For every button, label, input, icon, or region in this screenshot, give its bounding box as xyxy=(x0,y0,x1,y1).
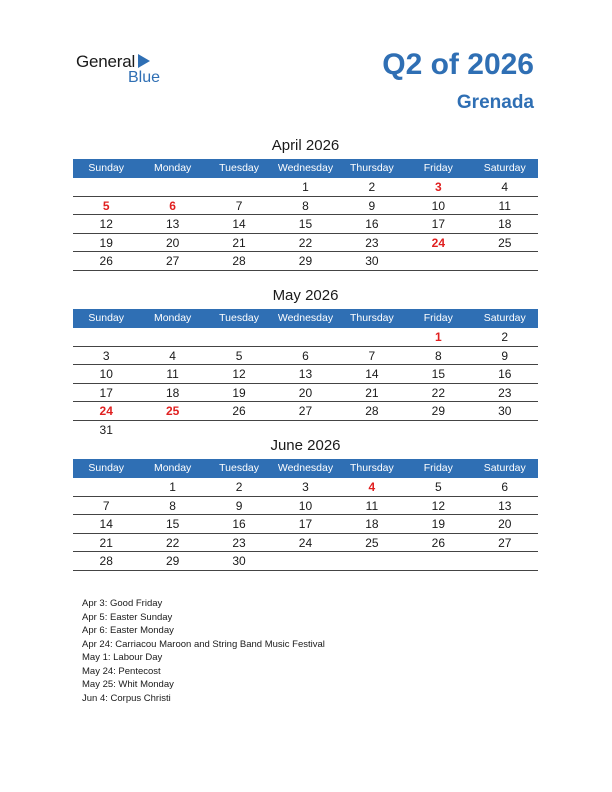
day-cell: 28 xyxy=(365,404,379,418)
day-cell: 15 xyxy=(298,217,313,231)
empty-day-cell xyxy=(206,328,272,346)
day-cell: 31 xyxy=(99,422,113,437)
empty-day-cell xyxy=(272,328,338,346)
day-cell: 7 xyxy=(102,498,110,513)
logo xyxy=(76,52,161,86)
day-cell: 30 xyxy=(498,404,512,418)
day-cell: 6 xyxy=(169,198,176,213)
day-cell: 25 xyxy=(165,404,180,418)
empty-day-cell xyxy=(206,178,272,196)
day-cell: 9 xyxy=(368,198,376,213)
month-title: May 2026 xyxy=(272,287,339,304)
day-cell: 18 xyxy=(498,217,512,231)
empty-day-cell xyxy=(339,552,405,570)
holiday-item: May 25: Whit Monday xyxy=(82,679,174,690)
day-cell: 1 xyxy=(434,330,442,344)
holiday-item: Jun 4: Corpus Christi xyxy=(82,692,171,704)
day-cell: 14 xyxy=(365,367,379,381)
day-cell: 9 xyxy=(501,348,509,363)
weekday-label: Sunday xyxy=(88,462,125,474)
month-calendar xyxy=(73,437,538,571)
empty-day-cell xyxy=(139,328,205,346)
day-cell: 16 xyxy=(498,367,512,381)
holiday-item: May 24: Pentecost xyxy=(82,665,161,677)
day-cell: 21 xyxy=(232,235,246,250)
weekday-label: Saturday xyxy=(483,312,526,324)
weekday-header xyxy=(73,309,538,328)
day-cell: 15 xyxy=(431,367,445,381)
month-calendar xyxy=(73,137,538,271)
empty-day-cell xyxy=(272,552,338,570)
day-cell: 10 xyxy=(298,498,313,513)
logo-blue-text: Blue xyxy=(128,69,161,86)
day-cell: 5 xyxy=(102,198,110,213)
holiday-list xyxy=(82,597,325,705)
day-cell: 8 xyxy=(169,498,176,513)
day-cell: 15 xyxy=(165,517,180,531)
weekday-label: Thursday xyxy=(350,162,394,174)
week-row xyxy=(73,365,538,384)
day-cell: 4 xyxy=(501,180,509,194)
day-cell: 8 xyxy=(434,348,442,363)
weekday-label: Tuesday xyxy=(219,162,259,174)
day-cell: 5 xyxy=(235,348,243,363)
day-cell: 25 xyxy=(498,235,512,250)
week-row xyxy=(73,497,538,516)
logo-flag-icon xyxy=(138,54,150,68)
day-cell: 1 xyxy=(169,480,176,494)
day-cell: 12 xyxy=(431,498,445,513)
holiday-item: Apr 5: Easter Sunday xyxy=(82,611,173,623)
week-row xyxy=(73,347,538,366)
day-cell: 17 xyxy=(99,385,113,400)
day-cell: 20 xyxy=(165,235,180,250)
weekday-label: Monday xyxy=(153,462,192,474)
day-cell: 13 xyxy=(165,217,180,231)
day-cell: 11 xyxy=(166,367,179,381)
day-cell: 26 xyxy=(232,404,246,418)
day-cell: 29 xyxy=(165,554,180,568)
day-cell: 4 xyxy=(368,480,376,494)
day-cell: 29 xyxy=(298,254,313,268)
empty-day-cell xyxy=(339,328,405,346)
day-cell: 13 xyxy=(498,498,512,513)
week-row xyxy=(73,252,538,271)
page-title: Q2 of 2026 xyxy=(382,48,534,81)
day-cell: 23 xyxy=(498,385,512,400)
holiday-item: May 1: Labour Day xyxy=(82,652,163,663)
empty-day-cell xyxy=(472,252,538,270)
logo-general-text: General xyxy=(76,52,136,71)
day-cell: 20 xyxy=(298,385,313,400)
week-row xyxy=(73,215,538,234)
weekday-label: Wednesday xyxy=(277,462,334,474)
day-cell: 28 xyxy=(232,254,246,268)
day-cell: 4 xyxy=(169,348,176,363)
day-cell: 10 xyxy=(431,198,445,213)
weekday-label: Wednesday xyxy=(277,312,334,324)
day-cell: 24 xyxy=(298,535,313,550)
day-cell: 3 xyxy=(302,480,309,494)
day-cell: 5 xyxy=(434,480,442,494)
day-cell: 11 xyxy=(498,198,511,213)
day-cell: 17 xyxy=(431,217,445,231)
week-row xyxy=(73,328,538,347)
weekday-label: Sunday xyxy=(88,312,125,324)
day-cell: 28 xyxy=(99,554,113,568)
day-cell: 26 xyxy=(431,535,445,550)
empty-day-cell xyxy=(405,552,471,570)
day-cell: 8 xyxy=(302,198,309,213)
day-cell: 23 xyxy=(232,535,246,550)
empty-day-cell xyxy=(139,178,205,196)
day-cell: 12 xyxy=(232,367,246,381)
weekday-label: Thursday xyxy=(350,312,394,324)
empty-day-cell xyxy=(472,552,538,570)
weekday-label: Monday xyxy=(153,162,192,174)
day-cell: 10 xyxy=(99,367,113,381)
weekday-header xyxy=(73,459,538,478)
weekday-label: Sunday xyxy=(88,162,125,174)
day-cell: 7 xyxy=(235,198,243,213)
country-name: Grenada xyxy=(456,92,534,113)
day-cell: 2 xyxy=(235,480,243,494)
empty-day-cell xyxy=(73,328,139,346)
weekday-label: Wednesday xyxy=(277,162,334,174)
day-cell: 2 xyxy=(368,180,376,194)
weekday-label: Friday xyxy=(423,162,453,174)
day-cell: 20 xyxy=(498,517,512,531)
day-cell: 11 xyxy=(365,498,379,513)
weekday-header xyxy=(73,159,538,178)
day-cell: 21 xyxy=(365,385,379,400)
day-cell: 18 xyxy=(165,385,180,400)
day-cell: 9 xyxy=(235,498,243,513)
weekday-label: Tuesday xyxy=(219,312,259,324)
day-cell: 30 xyxy=(232,554,246,568)
day-cell: 30 xyxy=(365,254,379,268)
weekday-label: Monday xyxy=(153,312,192,324)
weekday-label: Tuesday xyxy=(219,462,259,474)
day-cell: 3 xyxy=(102,348,110,363)
weekday-label: Thursday xyxy=(350,462,394,474)
weekday-label: Saturday xyxy=(483,462,526,474)
week-row xyxy=(73,402,538,421)
day-cell: 24 xyxy=(431,235,445,250)
holiday-item: Apr 3: Good Friday xyxy=(82,598,163,609)
day-cell: 27 xyxy=(498,535,512,550)
day-cell: 27 xyxy=(165,254,180,268)
day-cell: 25 xyxy=(365,535,379,550)
week-row xyxy=(73,197,538,216)
day-cell: 7 xyxy=(368,348,376,363)
month-title: June 2026 xyxy=(270,437,341,454)
week-row xyxy=(73,552,538,571)
day-cell: 6 xyxy=(302,348,309,363)
weekday-label: Friday xyxy=(423,312,453,324)
month-title: April 2026 xyxy=(271,137,340,154)
day-cell: 19 xyxy=(99,235,113,250)
day-cell: 26 xyxy=(99,254,113,268)
day-cell: 22 xyxy=(165,535,180,550)
day-cell: 19 xyxy=(232,385,246,400)
day-cell: 24 xyxy=(99,404,113,418)
day-cell: 12 xyxy=(99,217,113,231)
day-cell: 1 xyxy=(302,180,309,194)
weekday-label: Friday xyxy=(423,462,453,474)
day-cell: 19 xyxy=(431,517,445,531)
day-cell: 17 xyxy=(298,517,313,531)
day-cell: 16 xyxy=(365,217,379,231)
day-cell: 14 xyxy=(99,517,113,531)
week-row xyxy=(73,384,538,403)
day-cell: 16 xyxy=(232,517,246,531)
empty-day-cell xyxy=(73,478,139,496)
week-row xyxy=(73,515,538,534)
day-cell: 27 xyxy=(298,404,313,418)
day-cell: 3 xyxy=(434,180,442,194)
weekday-label: Saturday xyxy=(483,162,526,174)
holiday-item: Apr 24: Carriacou Maroon and String Band Music Festival xyxy=(82,638,325,650)
week-row xyxy=(73,234,538,253)
day-cell: 23 xyxy=(365,235,379,250)
holiday-item: Apr 6: Easter Monday xyxy=(82,625,174,636)
empty-day-cell xyxy=(405,252,471,270)
day-cell: 2 xyxy=(501,330,509,344)
day-cell: 22 xyxy=(431,385,445,400)
day-cell: 22 xyxy=(298,235,313,250)
week-row xyxy=(73,534,538,553)
day-cell: 14 xyxy=(232,217,246,231)
week-row xyxy=(73,478,538,497)
day-cell: 21 xyxy=(99,535,113,550)
empty-day-cell xyxy=(73,178,139,196)
month-calendar xyxy=(73,287,538,439)
week-row xyxy=(73,178,538,197)
day-cell: 18 xyxy=(365,517,379,531)
day-cell: 6 xyxy=(501,480,509,494)
day-cell: 29 xyxy=(431,404,445,418)
day-cell: 13 xyxy=(298,367,313,381)
